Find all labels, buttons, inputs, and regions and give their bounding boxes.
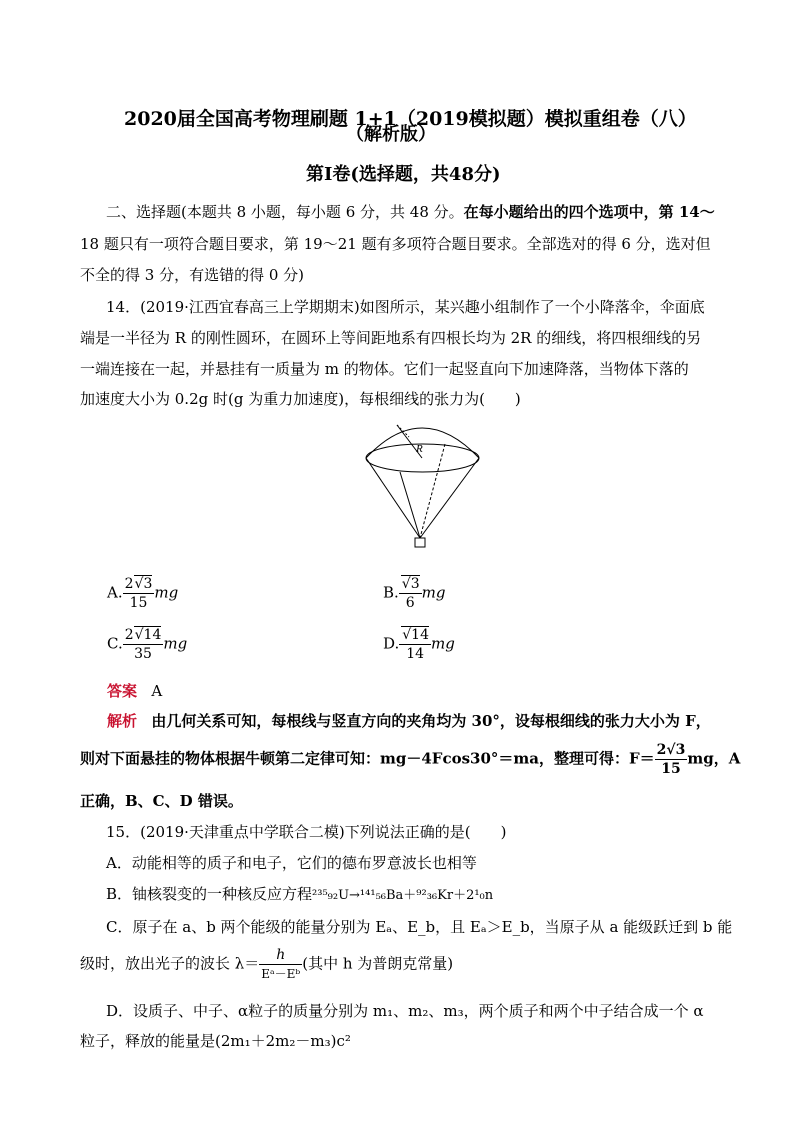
q15-option-a[interactable]: A．动能相等的质子和电子，它们的德布罗意波长也相等 (106, 854, 477, 872)
q14-stem-line-2: 端是一半径为 R 的刚性圆环，在圆环上等间距地系有四根长均为 2R 的细线，将四根细线的另 (80, 329, 702, 347)
option-c-letter: C. (107, 634, 123, 653)
radius-label: R (416, 443, 423, 455)
option-c-tail: mg (163, 634, 188, 653)
option-d[interactable] (383, 626, 455, 663)
option-b-root: √3 (401, 576, 420, 592)
q15-option-c-line-1[interactable]: C．原子在 a、b 两个能级的能量分别为 Eₐ、E_b，且 Eₐ＞E_b，当原子从 a 能级跃迁到 b 能 (106, 918, 733, 936)
instructions-line-3: 不全的得 3 分，有选错的得 0 分) (80, 266, 305, 284)
option-a-root: √3 (134, 576, 153, 592)
instructions-line-1 (106, 201, 715, 222)
option-d-root: √14 (402, 627, 430, 643)
option-a-letter: A. (107, 583, 123, 602)
option-d-tail: mg (431, 634, 455, 653)
q15-option-c-line-2 (80, 946, 453, 983)
analysis-label: 解析 (107, 712, 138, 730)
q15-option-d-line-1[interactable]: D．设质子、中子、α粒子的质量分别为 m₁、m₂、m₃，两个质子和两个中子结合成一个 α (106, 1002, 704, 1020)
q14-stem-line-1: 14．(2019·江西宜春高三上学期期末)如图所示，某兴趣小组制作了一个小降落伞，伞面底 (106, 298, 705, 316)
q15-option-c-text: 级时，放出光子的波长 λ＝ (80, 954, 260, 973)
option-b[interactable] (383, 575, 445, 612)
answer-line (107, 680, 162, 701)
q15-stem: 15．(2019·天津重点中学联合二模)下列说法正确的是( ) (106, 823, 507, 841)
analysis-frac-num: 2√3 (656, 742, 686, 758)
analysis-text-2: 则对下面悬挂的物体根据牛顿第二定律可知：mg－4Fcos30°＝ma，整理可得：F＝ (80, 749, 655, 768)
document-subtitle: （解析版） (346, 124, 436, 145)
parachute-figure (360, 420, 485, 555)
analysis-frac-den: 15 (661, 761, 681, 777)
q15-option-b-equation: ²³⁵₉₂U→¹⁴¹₅₆Ba＋⁹²₃₆Kr＋2¹₀n (312, 888, 494, 903)
option-c-coef: 2 (124, 627, 134, 643)
option-a[interactable] (107, 575, 178, 612)
option-a-coef: 2 (124, 576, 134, 592)
instructions-lead: 二、选择题(本题共 8 小题，每小题 6 分，共 48 分。 (106, 203, 464, 221)
q15-option-c-tail: (其中 h 为普朗克常量) (302, 954, 454, 973)
analysis-line-1 (107, 710, 711, 731)
q14-stem-line-3: 一端连接在一起，并悬挂有一质量为 m 的物体。它们一起竖直向下加速降落，当物体下落的 (80, 360, 689, 378)
analysis-text-2-tail: mg，A (687, 749, 741, 768)
q15-option-b[interactable] (106, 883, 493, 904)
option-d-letter: D. (383, 634, 400, 653)
q15-c-frac-num: h (259, 946, 302, 965)
section-heading: 第Ⅰ卷(选择题，共48分) (306, 164, 501, 185)
option-b-den: 6 (405, 595, 415, 611)
option-c[interactable] (107, 626, 187, 663)
answer-label: 答案 (107, 682, 138, 700)
analysis-line-2 (80, 741, 740, 778)
q15-option-b-text: B．铀核裂变的一种核反应方程 (106, 885, 313, 903)
option-a-tail: mg (154, 583, 179, 602)
answer-value: A (151, 682, 163, 700)
option-b-tail: mg (421, 583, 446, 602)
option-d-den: 14 (406, 646, 425, 662)
q15-option-d-line-2: 粒子，释放的能量是(2m₁＋2m₂－m₃)c² (80, 1032, 351, 1050)
option-b-letter: B. (383, 583, 399, 602)
instructions-emphasis: 在每小题给出的四个选项中，第 14～ (463, 203, 715, 221)
q15-c-frac-den: Eᵃ－Eᵇ (261, 967, 301, 981)
analysis-line-3: 正确，B、C、D 错误。 (80, 792, 243, 810)
option-c-den: 35 (134, 646, 152, 662)
option-c-root: √14 (134, 627, 162, 643)
document-title: 2020届全国高考物理刷题 1+1（2019模拟题）模拟重组卷（八） (124, 108, 697, 130)
instructions-line-2: 18 题只有一项符合题目要求，第 19～21 题有多项符合题目要求。全部选对的得 6 分，选对但 (80, 235, 711, 253)
option-a-den: 15 (129, 595, 148, 611)
analysis-text-1: 由几何关系可知，每根线与竖直方向的夹角均为 30°，设每根细线的张力大小为 F， (151, 712, 711, 730)
q14-stem-line-4: 加速度大小为 0.2g 时(g 为重力加速度)，每根细线的张力为( ) (80, 390, 521, 408)
